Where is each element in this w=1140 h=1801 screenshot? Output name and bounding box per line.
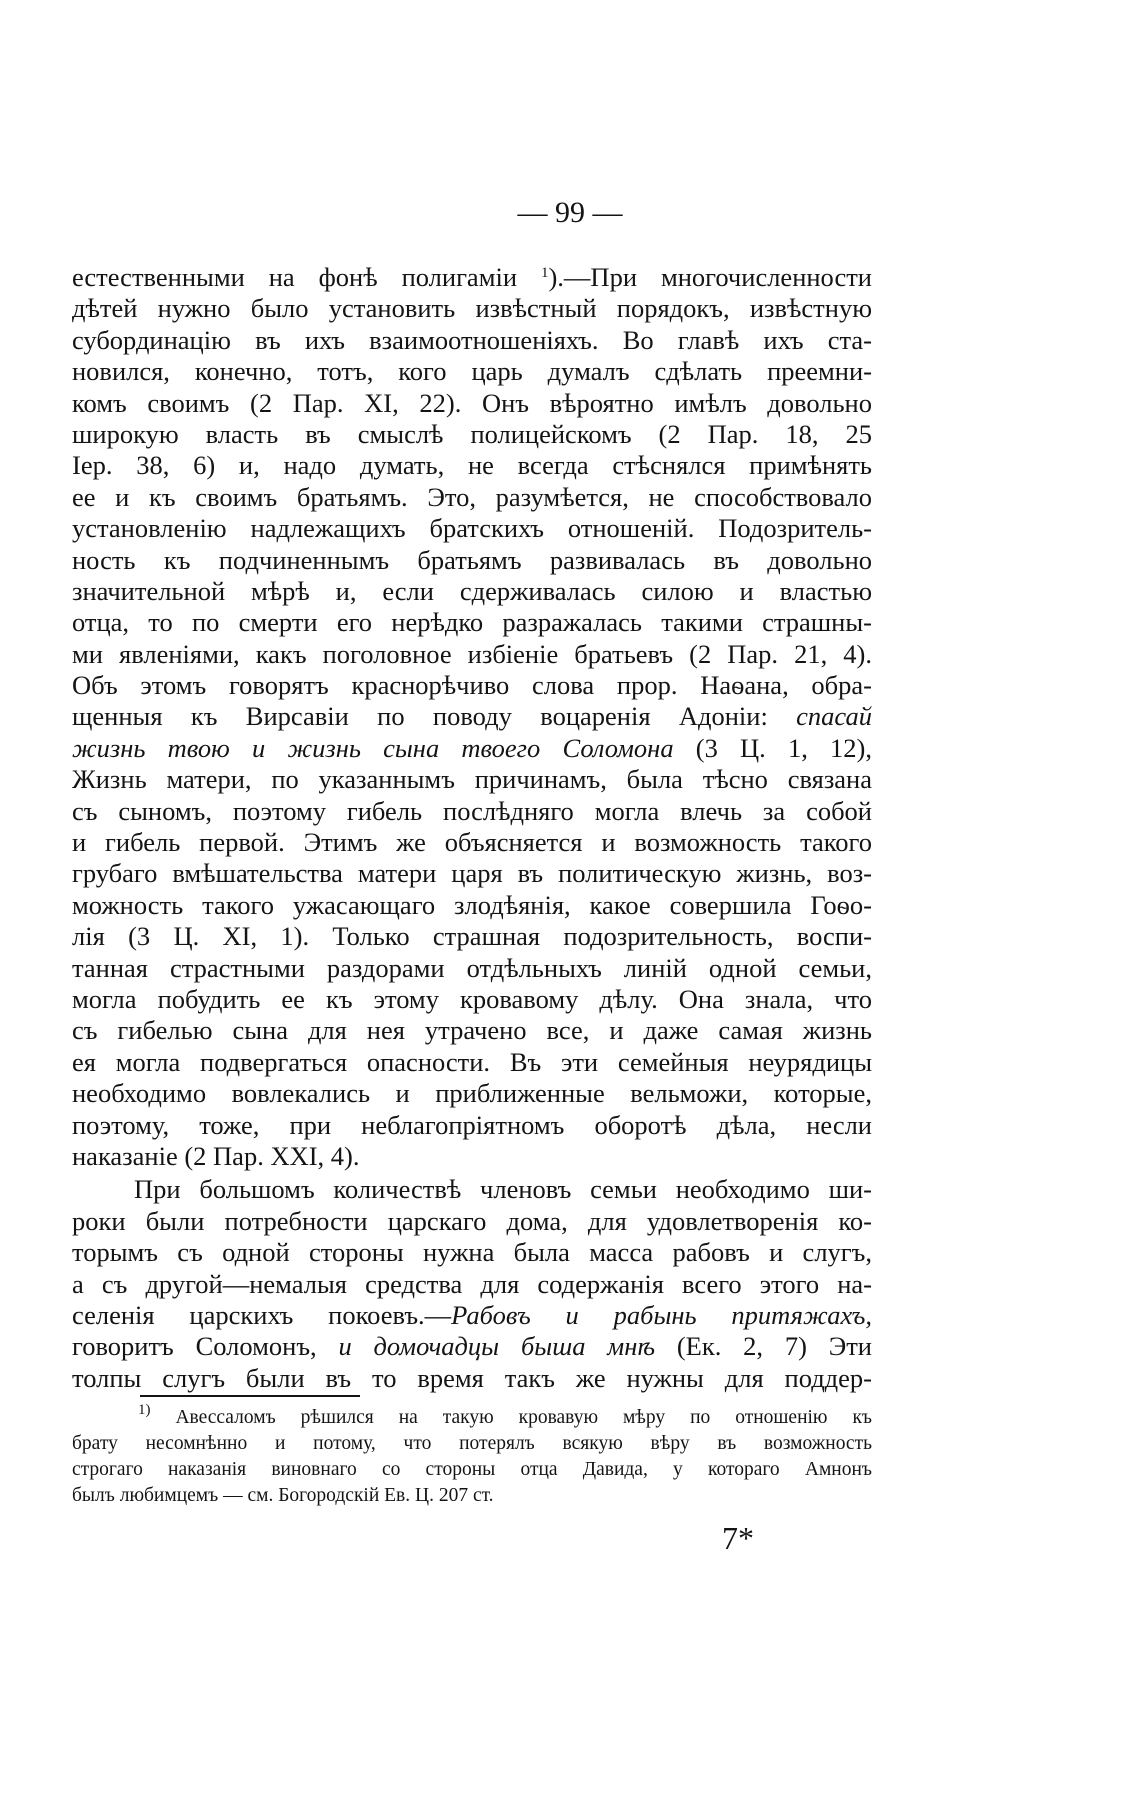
- text-line: [72, 733, 872, 764]
- text-line: роки были потребности царскаго дома, для удовлетворенія ко-: [72, 1205, 872, 1236]
- main-text: [72, 262, 872, 1394]
- text-line: Объ этомъ говорятъ краснорѣчиво слова прор. Наѳана, обра-: [72, 670, 872, 701]
- text-line: отца, то по смерти его нерѣдко разражалась такими страшны-: [72, 607, 872, 638]
- footnote-line: [72, 1402, 872, 1431]
- text-line: Іер. 38, 6) и, надо думать, не всегда стѣснялся примѣнять: [72, 450, 872, 481]
- footnote-marker: 1): [138, 1402, 151, 1418]
- italic-quote: жизнь твою и жизнь сына твоего Соломона: [72, 732, 674, 763]
- text-line: съ гибелью сына для нея утрачено все, и даже самая жизнь: [72, 1015, 872, 1046]
- text-segment: щенныя къ Вирсавіи по поводу воцаренія Адоніи:: [72, 701, 797, 732]
- text-line: наказаніе (2 Пар. XXI, 4).: [72, 1140, 360, 1171]
- text-line: грубаго вмѣшательства матери царя въ политическую жизнь, воз-: [72, 858, 872, 889]
- text-segment: естественными на фонѣ полигаміи: [72, 262, 541, 292]
- text-segment: Авессаломъ рѣшился на такую кровавую мѣру по отношенію къ: [150, 1407, 872, 1428]
- text-line: съ сыномъ, поэтому гибель послѣдняго могла влечь за собой: [72, 795, 872, 826]
- text-line: толпы слугъ были въ то время такъ же нужны для поддер-: [72, 1362, 872, 1393]
- text-line: ность къ подчиненнымъ братьямъ развивалась въ довольно: [72, 544, 872, 575]
- footnote: [72, 1402, 872, 1509]
- signature-mark: 7*: [722, 1520, 754, 1556]
- text-segment: селенія царскихъ покоевъ.—: [72, 1299, 452, 1330]
- text-line: ея могла подвергаться опасности. Въ эти семейныя неурядицы: [72, 1046, 872, 1077]
- italic-quote: Рабовъ и рабынь притяжахъ,: [451, 1299, 872, 1330]
- footnote-line: строгаго наказанія виновнаго со стороны отца Давида, у котораго Амнонъ: [72, 1459, 872, 1480]
- text-line: субординацію въ ихъ взаимоотношеніяхъ. Во главѣ ихъ ста-: [72, 324, 872, 355]
- text-segment: ).—При многочисленности: [548, 262, 872, 292]
- text-segment: (Ек. 2, 7) Эти: [655, 1331, 872, 1362]
- footnote-reference: 1: [540, 265, 549, 281]
- text-line: танная страстными раздорами отдѣльныхъ линій одной семьи,: [72, 952, 872, 983]
- text-line: могла побудить ее къ этому кровавому дѣлу. Она знала, что: [72, 983, 872, 1014]
- text-line: [72, 1331, 872, 1362]
- text-line: ми явленіями, какъ поголовное избіеніе братьевъ (2 Пар. 21, 4).: [72, 638, 872, 669]
- text-line: [72, 1300, 872, 1331]
- text-line: лія (3 Ц. XI, 1). Только страшная подозрительность, воспи-: [72, 921, 872, 952]
- text-line: значительной мѣрѣ и, если сдерживалась силою и властью: [72, 575, 872, 606]
- text-line: а съ другой—немалыя средства для содержанія всего этого на-: [72, 1268, 872, 1299]
- text-line: комъ своимъ (2 Пар. XI, 22). Онъ вѣроятно имѣлъ довольно: [72, 387, 872, 418]
- text-segment: говоритъ Соломонъ,: [72, 1331, 339, 1362]
- text-line: ее и къ своимъ братьямъ. Это, разумѣется, не способствовало: [72, 481, 872, 512]
- text-line: [72, 262, 872, 293]
- text-line: новился, конечно, тотъ, кого царь думалъ сдѣлать преемни-: [72, 356, 872, 387]
- text-line: широкую власть въ смыслѣ полицейскомъ (2 Пар. 18, 25: [72, 418, 872, 449]
- footnote-line: брату несомнѣнно и потому, что потерялъ всякую вѣру въ возможность: [72, 1433, 872, 1454]
- text-line: При большомъ количествѣ членовъ семьи необходимо ши-: [134, 1174, 872, 1205]
- italic-quote: спасай: [796, 701, 872, 732]
- text-line: Жизнь матери, по указаннымъ причинамъ, была тѣсно связана: [72, 764, 872, 795]
- text-line: можность такого ужасающаго злодѣянія, какое совершила Гоѳо-: [72, 889, 872, 920]
- page-number: — 99 —: [517, 196, 623, 229]
- text-line: дѣтей нужно было установить извѣстный порядокъ, извѣстную: [72, 293, 872, 324]
- text-line: поэтому, тоже, при неблагопріятномъ оборотѣ дѣла, несли: [72, 1109, 872, 1140]
- text-line: [72, 701, 872, 732]
- footnote-divider: [140, 1395, 360, 1397]
- text-line: торымъ съ одной стороны нужна была масса рабовъ и слугъ,: [72, 1237, 872, 1268]
- footnote-line: былъ любимцемъ — см. Богородскій Ев. Ц. 207 ст.: [72, 1485, 494, 1506]
- text-line: и гибель первой. Этимъ же объясняется и возможность такого: [72, 827, 872, 858]
- text-segment: (3 Ц. 1, 12),: [673, 732, 872, 763]
- text-line: установленію надлежащихъ братскихъ отношеній. Подозритель-: [72, 513, 872, 544]
- text-line: необходимо вовлекались и приближенные вельможи, которые,: [72, 1078, 872, 1109]
- italic-quote: и домочадцы быша мнѣ: [338, 1331, 656, 1362]
